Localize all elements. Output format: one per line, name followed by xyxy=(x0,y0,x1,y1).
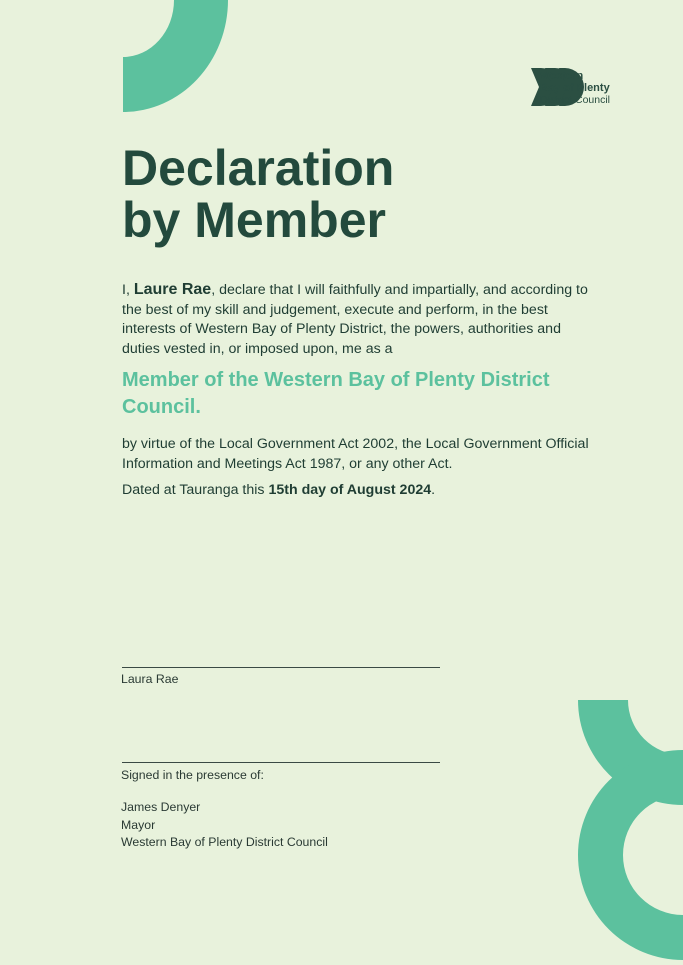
member-name-bold: Laure Rae xyxy=(133,281,212,298)
page-title xyxy=(122,142,394,246)
logo-line-3: District Council xyxy=(540,94,611,106)
witness-block xyxy=(121,799,328,852)
member-statement: Member of the Western Bay of Plenty District Council. xyxy=(122,369,550,418)
witness-title: Mayor xyxy=(121,817,156,832)
declaration-prefix: I, xyxy=(122,282,134,298)
council-logo-text xyxy=(540,70,610,106)
declaration-paragraph xyxy=(122,280,592,359)
presence-label: Signed in the presence of: xyxy=(121,768,264,782)
witness-organisation: Western Bay of Plenty District Council xyxy=(121,835,328,849)
witness-signature-line xyxy=(122,762,440,763)
title-line-2: by Member xyxy=(122,192,386,248)
logo-line-2: Bay of Plenty xyxy=(540,82,610,94)
dated-date: 15th day of August 2024 xyxy=(268,482,432,498)
title-line-1: Declaration xyxy=(122,140,395,196)
declaration-text: , declare that I will faithfully and impartially, and according to the best of my skill and judgement, execute and perform, in the best interests of Western Bay of Plenty District, the powers, authorities and duties vested in, or imposed upon, me as a xyxy=(122,282,588,357)
decorative-shape-bottom xyxy=(560,690,683,965)
decorative-arc-top xyxy=(0,0,240,120)
logo-line-1: Western xyxy=(540,70,584,82)
witness-name: James Denyer xyxy=(121,800,201,814)
act-paragraph: by virtue of the Local Government Act 2002, the Local Government Official Information and Meetings Act 1987, or any other Act. xyxy=(122,436,589,472)
member-signature-line xyxy=(122,667,440,668)
dated-prefix: Dated at Tauranga this xyxy=(122,482,269,498)
dated-suffix: . xyxy=(431,482,436,498)
member-signature-name: Laura Rae xyxy=(121,672,179,686)
dated-paragraph xyxy=(122,481,592,501)
